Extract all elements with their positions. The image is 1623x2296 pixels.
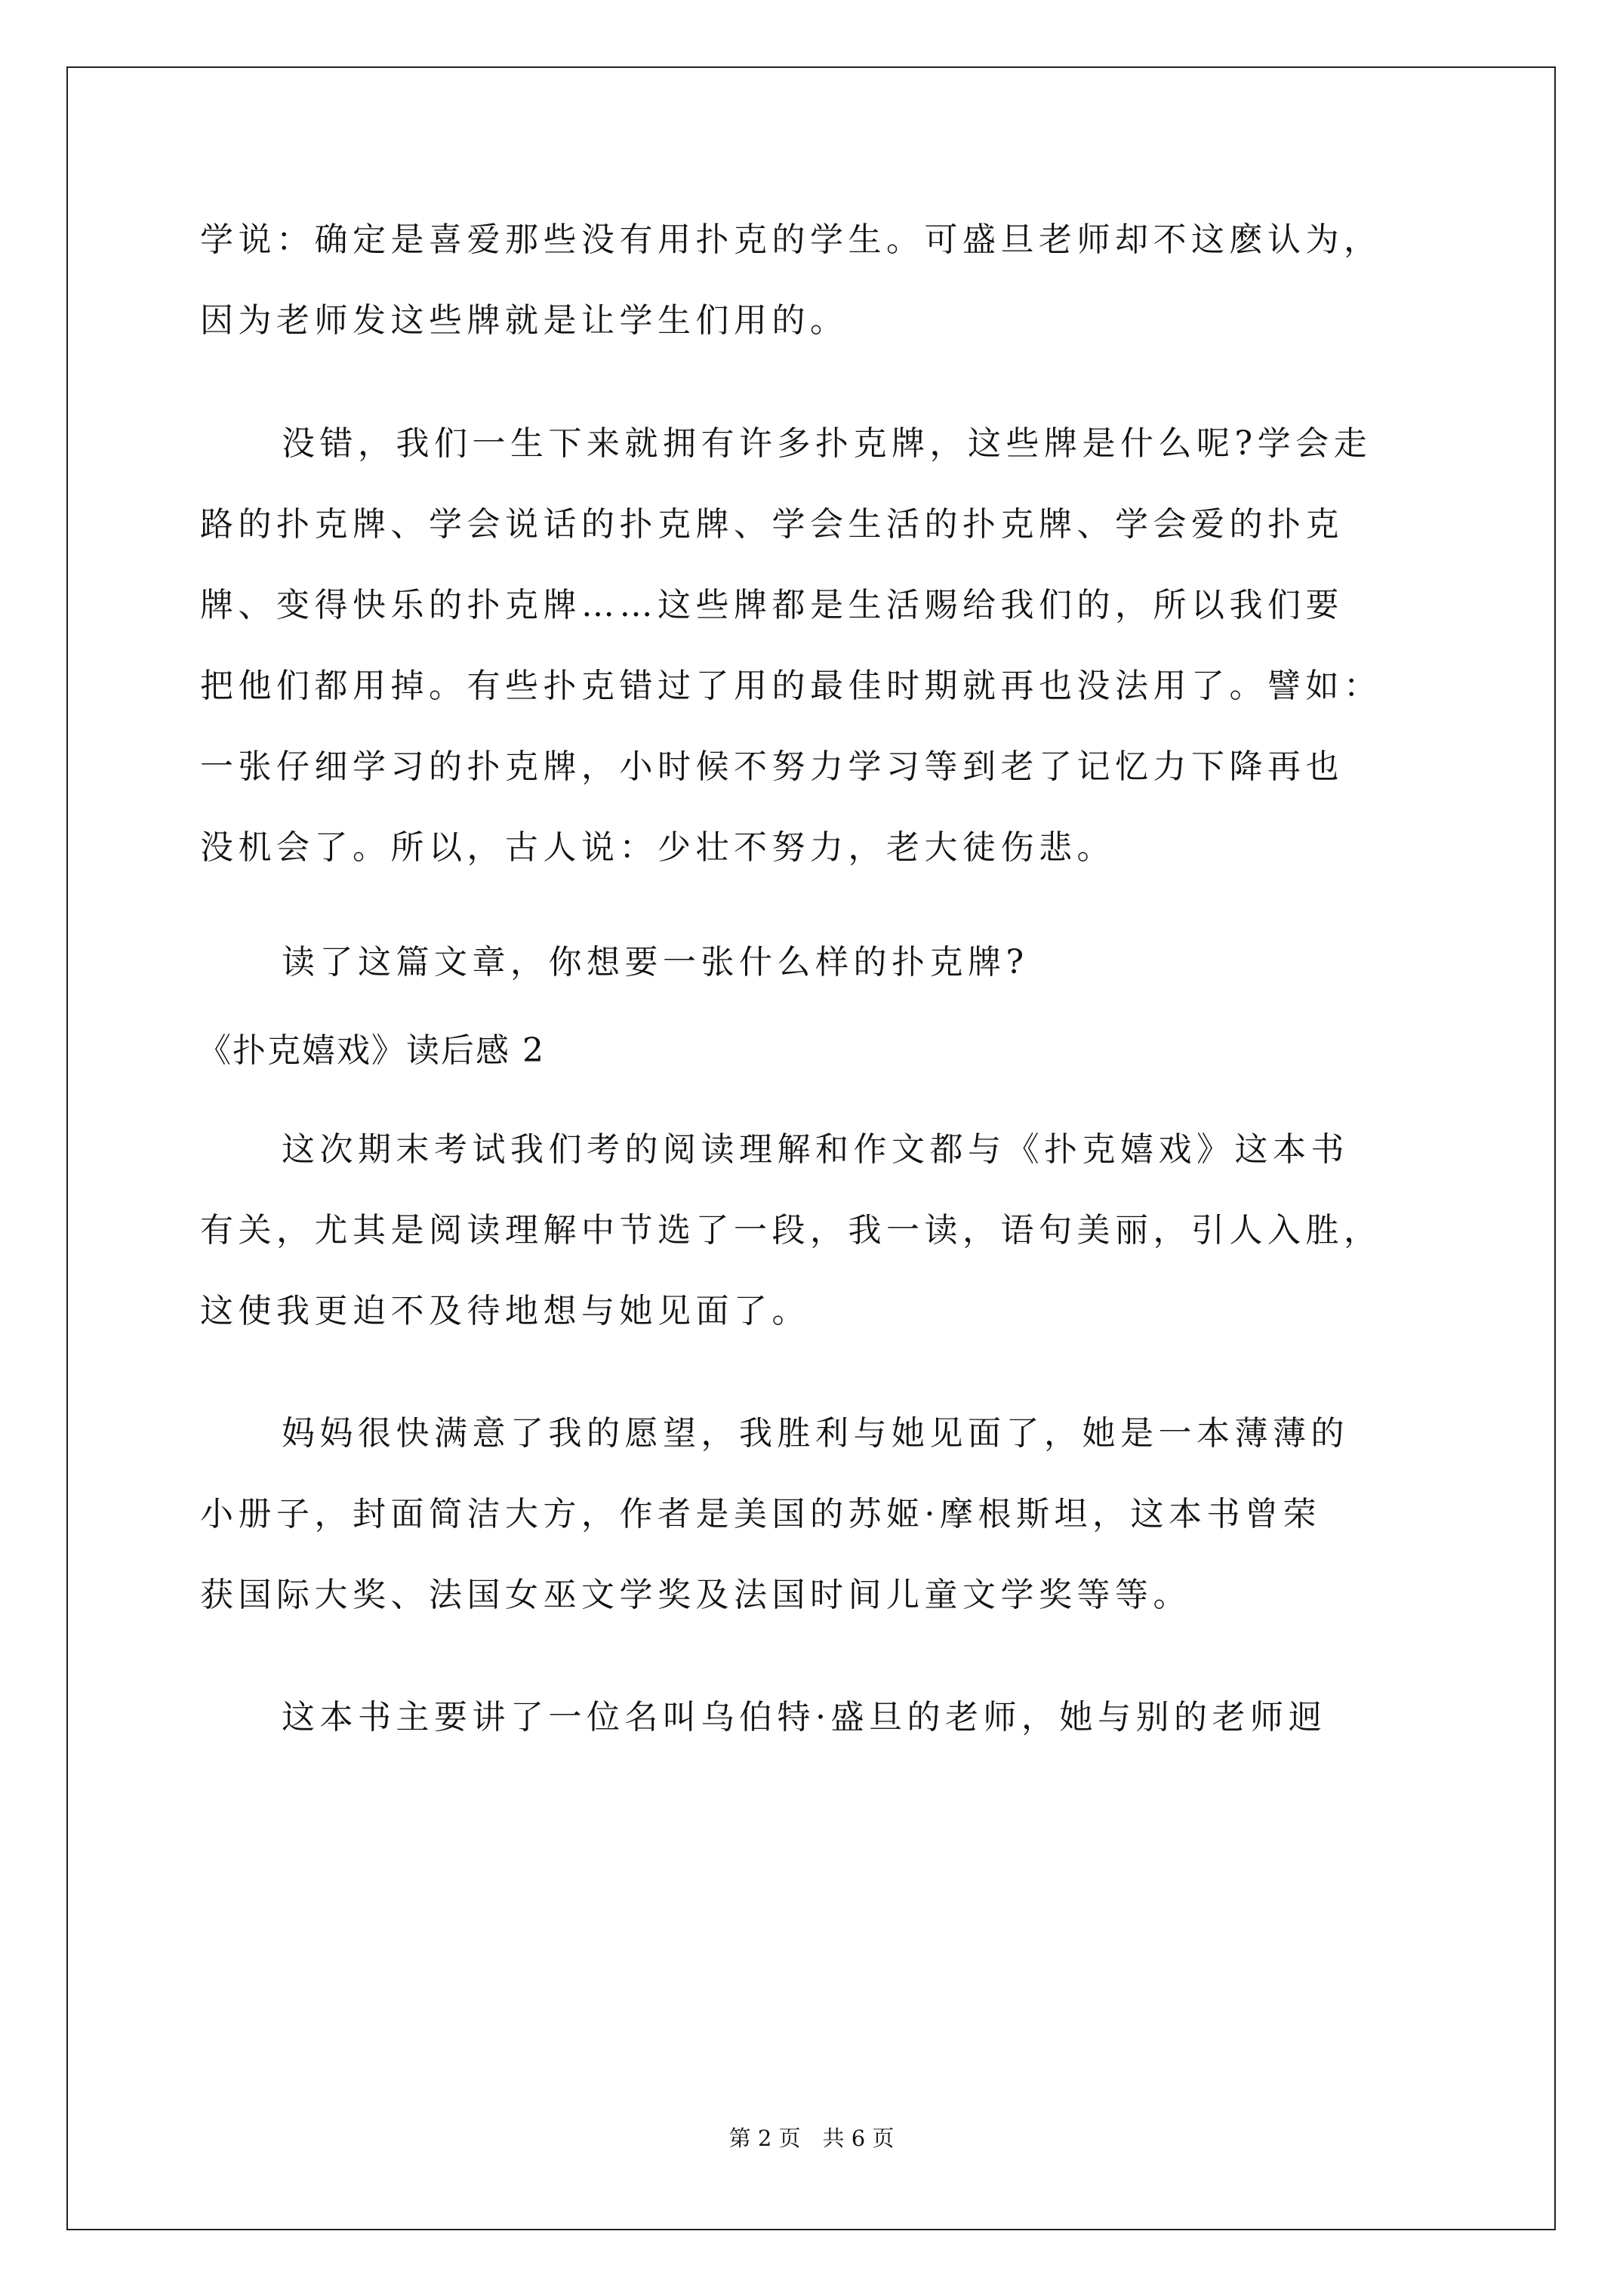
text-line: 小册子，封面简洁大方，作者是美国的苏姬·摩根斯坦，这本书曾荣 (200, 1495, 1321, 1533)
text-line: 牌、变得快乐的扑克牌……这些牌都是生活赐给我们的，所以我们要 (200, 586, 1344, 624)
text-line: 一张仔细学习的扑克牌，小时候不努力学习等到老了记忆力下降再也 (200, 747, 1344, 786)
paragraph-start-line: 没错，我们一生下来就拥有许多扑克牌，这些牌是什么呢?学会走 (282, 424, 1372, 463)
text-line: 学说：确定是喜爱那些没有用扑克的学生。可盛旦老师却不这麽认为， (200, 220, 1382, 259)
section-heading: 《扑克嬉戏》读后感 2 (198, 1031, 545, 1070)
paragraph-start-line: 这次期末考试我们考的阅读理解和作文都与《扑克嬉戏》这本书 (282, 1130, 1349, 1169)
paragraph-start-line: 这本书主要讲了一位名叫乌伯特·盛旦的老师，她与别的老师迥 (282, 1698, 1326, 1737)
text-line: 因为老师发这些牌就是让学生们用的。 (200, 301, 848, 340)
text-line: 获国际大奖、法国女巫文学奖及法国时间儿童文学奖等等。 (200, 1576, 1191, 1614)
text-line: 这使我更迫不及待地想与她见面了。 (200, 1292, 810, 1330)
text-line: 把他们都用掉。有些扑克错过了用的最佳时期就再也没法用了。譬如： (200, 667, 1382, 705)
text-line: 路的扑克牌、学会说话的扑克牌、学会生活的扑克牌、学会爱的扑克 (200, 505, 1344, 544)
text-line: 有关，尤其是阅读理解中节选了一段，我一读，语句美丽，引人入胜， (200, 1211, 1382, 1250)
text-line: 没机会了。所以，古人说：少壮不努力，老大徒伤悲。 (200, 828, 1115, 867)
paragraph-start-line: 读了这篇文章，你想要一张什么样的扑克牌? (282, 943, 1029, 982)
paragraph-start-line: 妈妈很快满意了我的愿望，我胜利与她见面了，她是一本薄薄的 (282, 1414, 1349, 1453)
page-number: 第 2 页 共 6 页 (728, 2125, 895, 2151)
